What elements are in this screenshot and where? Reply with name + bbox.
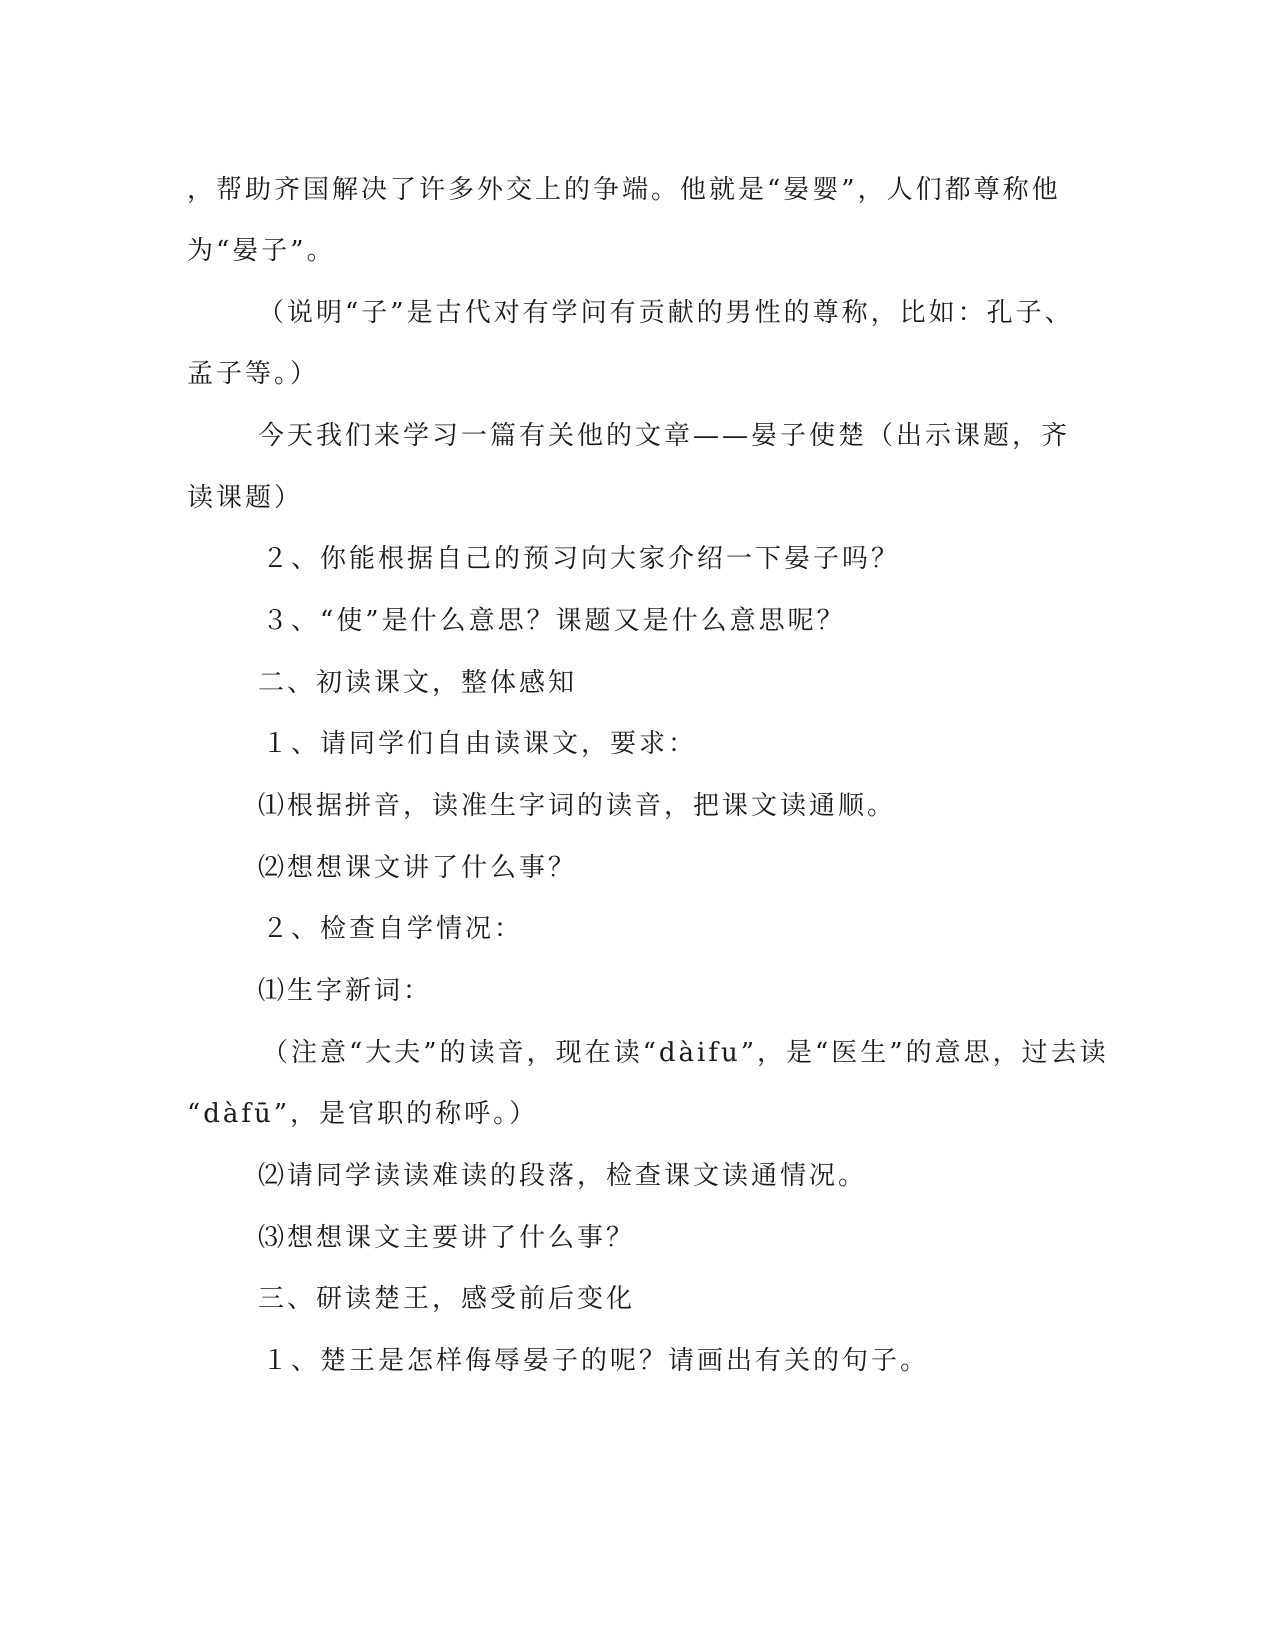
list-item: ２、检查自学情况： (262, 914, 524, 944)
list-item: ２、你能根据自己的预习向大家介绍一下晏子吗？ (262, 544, 901, 574)
paragraph-line: 读课题） (187, 483, 304, 513)
sub-list-item: ⑴根据拼音，读准生字词的读音，把课文读通顺。 (258, 791, 897, 821)
list-item: ３、“使”是什么意思？课题又是什么意思呢？ (262, 606, 846, 636)
paragraph-line: ，帮助齐国解决了许多外交上的争端。他就是“晏婴”，人们都尊称他 (187, 175, 1061, 205)
sub-list-item: ⑵请同学读读难读的段落，检查课文读通情况。 (258, 1161, 868, 1191)
section-heading: 二、初读课文，整体感知 (258, 668, 578, 698)
sub-list-item: ⑴生字新词： (258, 976, 433, 1006)
list-item: １、请同学们自由读课文，要求： (262, 729, 698, 759)
paragraph-line: 为“晏子”。 (187, 236, 336, 266)
paragraph-line: （注意“大夫”的读音，现在读“dàifu”，是“医生”的意思，过去读 (262, 1038, 1109, 1068)
section-heading: 三、研读楚王，感受前后变化 (258, 1284, 636, 1314)
list-item: １、楚王是怎样侮辱晏子的呢？请画出有关的句子。 (262, 1346, 930, 1376)
sub-list-item: ⑵想想课文讲了什么事？ (258, 853, 578, 883)
paragraph-line: （说明“子”是古代对有学问有贡献的男性的尊称，比如：孔子、 (258, 298, 1074, 328)
paragraph-line: 今天我们来学习一篇有关他的文章——晏子使楚（出示课题，齐 (258, 421, 1071, 451)
sub-list-item: ⑶想想课文主要讲了什么事？ (258, 1223, 636, 1253)
paragraph-line: 孟子等。） (187, 359, 320, 389)
paragraph-line: “dàfū”，是官职的称呼。） (187, 1099, 539, 1129)
